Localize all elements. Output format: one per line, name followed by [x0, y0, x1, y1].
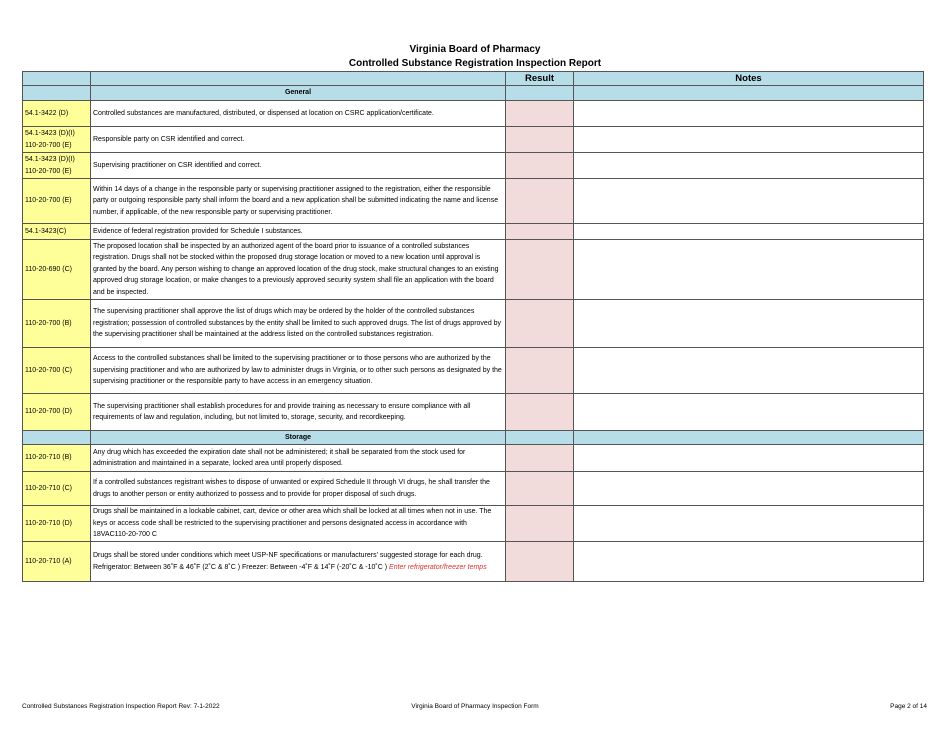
result-cell[interactable]	[506, 240, 574, 300]
requirement-text	[91, 542, 506, 582]
table-row	[23, 542, 924, 582]
regulation-code: 110-20-700 (B)	[23, 300, 91, 348]
table-row	[23, 179, 924, 224]
notes-cell[interactable]	[574, 300, 924, 348]
table-row	[23, 348, 924, 394]
table-header-row	[23, 72, 924, 86]
notes-cell[interactable]	[574, 445, 924, 472]
result-cell[interactable]	[506, 506, 574, 542]
regulation-code: 110-20-700 (D)	[23, 394, 91, 431]
table-row	[23, 394, 924, 431]
section-notes-cell	[574, 431, 924, 445]
regulation-code: 110-20-710 (B)	[23, 445, 91, 472]
table-row	[23, 224, 924, 240]
temperature-entry-hint: Enter refrigerator/freezer temps	[389, 563, 487, 571]
regulation-code: 54.1-3423 (D)(I) 110-20-700 (E)	[23, 127, 91, 153]
result-cell[interactable]	[506, 224, 574, 240]
requirement-text: Any drug which has exceeded the expiration date shall not be administered; it shall be separated from the stock used for administration and maintained in a separate, locked area until properly disposed.	[91, 445, 506, 472]
header-result: Result	[506, 72, 574, 86]
section-result-cell	[506, 431, 574, 445]
report-org-title: Virginia Board of Pharmacy	[409, 44, 541, 55]
requirement-text-body: Drugs shall be stored under conditions which meet USP-NF specifications or manufacturers' suggested storage for each drug. Refrigerator: Between 36˚F & 46˚F (2˚C & 8˚C ) Freezer: Between -4˚F & 14˚F (-20˚C & -10˚C )	[93, 552, 483, 571]
section-row-storage	[23, 431, 924, 445]
table-row	[23, 506, 924, 542]
regulation-code: 110-20-700 (C)	[23, 348, 91, 394]
header-code-cell	[23, 72, 91, 86]
result-cell[interactable]	[506, 394, 574, 431]
section-result-cell	[506, 86, 574, 101]
notes-cell[interactable]	[574, 348, 924, 394]
section-code-cell	[23, 86, 91, 101]
result-cell[interactable]	[506, 300, 574, 348]
result-cell[interactable]	[506, 101, 574, 127]
table-row	[23, 240, 924, 300]
report-title: Controlled Substance Registration Inspection Report	[348, 58, 602, 69]
requirement-text: Supervising practitioner on CSR identified and correct.	[91, 153, 506, 179]
notes-cell[interactable]	[574, 506, 924, 542]
regulation-code: 110-20-710 (D)	[23, 506, 91, 542]
result-cell[interactable]	[506, 179, 574, 224]
section-title-storage: Storage	[91, 431, 506, 445]
section-notes-cell	[574, 86, 924, 101]
notes-cell[interactable]	[574, 394, 924, 431]
notes-cell[interactable]	[574, 224, 924, 240]
footer-revision: Controlled Substances Registration Inspection Report Rev: 7-1-2022	[22, 703, 220, 710]
table-row	[23, 300, 924, 348]
notes-cell[interactable]	[574, 101, 924, 127]
notes-cell[interactable]	[574, 240, 924, 300]
result-cell[interactable]	[506, 127, 574, 153]
notes-cell[interactable]	[574, 127, 924, 153]
requirement-text: Responsible party on CSR identified and correct.	[91, 127, 506, 153]
notes-cell[interactable]	[574, 472, 924, 506]
header-requirement-cell	[91, 72, 506, 86]
requirement-text: Controlled substances are manufactured, distributed, or dispensed at location on CSRC application/certificate.	[91, 101, 506, 127]
table-row	[23, 153, 924, 179]
section-row-general	[23, 86, 924, 101]
regulation-code: 54.1-3423(C)	[23, 224, 91, 240]
requirement-text: If a controlled substances registrant wishes to dispose of unwanted or expired Schedule II through VI drugs, he shall transfer the drugs to another person or entity authorized to possess and to provide for proper disposal of such drugs.	[91, 472, 506, 506]
requirement-text: Drugs shall be maintained in a lockable cabinet, cart, device or other area which shall be locked at all times when not in use. The keys or access code shall be restricted to the supervising practitioner and persons designated access in accordance with 18VAC110-20-700 C	[91, 506, 506, 542]
notes-cell[interactable]	[574, 153, 924, 179]
regulation-code: 110-20-700 (E)	[23, 179, 91, 224]
requirement-text: The supervising practitioner shall establish procedures for and provide training as necessary to ensure compliance with all requirements of law and regulation, including, but not limited to, storage, security, and recordkeeping.	[91, 394, 506, 431]
requirement-text: Within 14 days of a change in the responsible party or supervising practitioner assigned to the registration, either the responsible party or outgoing responsible party shall inform the board and a new application shall be submitted indicating the name and license number, if applicable, of the new responsible party or supervising practitioner.	[91, 179, 506, 224]
table-row	[23, 472, 924, 506]
result-cell[interactable]	[506, 348, 574, 394]
regulation-code: 110-20-710 (A)	[23, 542, 91, 582]
requirement-text: Evidence of federal registration provided for Schedule I substances.	[91, 224, 506, 240]
section-title-general: General	[91, 86, 506, 101]
inspection-table	[22, 71, 924, 582]
notes-cell[interactable]	[574, 542, 924, 582]
requirement-text: The supervising practitioner shall approve the list of drugs which may be ordered by the holder of the controlled substances registration; possession of controlled substances by the entity shall be limited to such approved drugs. The list of drugs approved by the supervising practitioner shall be maintained at the address listed on the controlled substances registration.	[91, 300, 506, 348]
notes-cell[interactable]	[574, 179, 924, 224]
requirement-text: Access to the controlled substances shall be limited to the supervising practitioner or to those persons who are authorized by the supervising practitioner and who are authorized by law to administer drugs in Virginia, or to other such persons as designated by the supervising practitioner or the responsible party to have access in an emergency situation.	[91, 348, 506, 394]
regulation-code: 54.1-3423 (D)(I) 110-20-700 (E)	[23, 153, 91, 179]
footer-page-number: Page 2 of 14	[890, 703, 927, 710]
result-cell[interactable]	[506, 472, 574, 506]
result-cell[interactable]	[506, 153, 574, 179]
footer-form-name: Virginia Board of Pharmacy Inspection Form	[411, 703, 539, 710]
requirement-text: The proposed location shall be inspected by an authorized agent of the board prior to issuance of a controlled substances registration. Drugs shall not be stocked within the proposed drug storage location or moved to a new location until approval is granted by the board. Any person wishing to change an approved location of the drug stock, make structural changes to an existing approved drug storage location, or make changes to a previously approved security system shall file an application with the board and be inspected.	[91, 240, 506, 300]
section-code-cell	[23, 431, 91, 445]
result-cell[interactable]	[506, 445, 574, 472]
table-row	[23, 445, 924, 472]
table-row	[23, 101, 924, 127]
table-row	[23, 127, 924, 153]
regulation-code: 110-20-690 (C)	[23, 240, 91, 300]
regulation-code: 54.1-3422 (D)	[23, 101, 91, 127]
regulation-code: 110-20-710 (C)	[23, 472, 91, 506]
result-cell[interactable]	[506, 542, 574, 582]
header-notes: Notes	[574, 72, 924, 86]
